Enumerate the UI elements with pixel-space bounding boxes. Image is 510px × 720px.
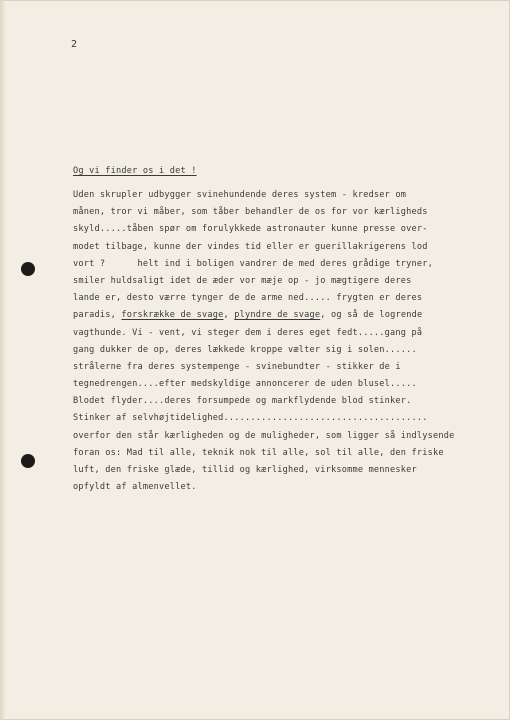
text-span: Blodet flyder....deres forsumpede og markflydende blod stinker. bbox=[73, 396, 412, 407]
text-line bbox=[73, 479, 505, 496]
text-span: vagthunde. Vi - vent, vi steger dem i deres eget fedt.....gang på bbox=[73, 327, 423, 338]
text-line bbox=[73, 342, 505, 359]
text-line bbox=[73, 221, 505, 238]
text-line bbox=[73, 204, 505, 221]
text-span: vort ? helt ind i boligen vandrer de med deres grådige tryner, bbox=[73, 258, 434, 269]
text-span: skyld.....tåben spør om forulykkede astronauter kunne presse over- bbox=[73, 224, 428, 235]
text-span: luft, den friske glæde, tillid og kærlighed, virksomme mennesker bbox=[73, 465, 417, 475]
punch-hole bbox=[21, 454, 35, 468]
text-line bbox=[73, 410, 505, 427]
text-span: strålerne fra deres systempenge - svinebundter - stikker de i bbox=[73, 361, 401, 372]
punch-hole bbox=[21, 262, 35, 276]
text-line bbox=[73, 273, 505, 290]
text-line bbox=[73, 307, 505, 324]
text-span: , og så de logrende bbox=[320, 310, 423, 321]
text-span: gang dukker de op, deres lækkede kroppe vælter sig i solen...... bbox=[73, 344, 417, 355]
text-span: tegnedrengen....efter medskyldige annoncerer de uden blusel..... bbox=[73, 379, 417, 390]
underlined-phrase: forskrække de svage bbox=[121, 310, 224, 321]
text-span: opfyldt af almenvellet. bbox=[73, 482, 197, 493]
text-line bbox=[73, 462, 505, 479]
page-number: 2 bbox=[71, 39, 78, 50]
underlined-phrase: plyndre de svage bbox=[234, 310, 321, 321]
paper-edge-shadow bbox=[0, 0, 6, 720]
text-span: lande er, desto værre tynger de de arme ned..... frygten er deres bbox=[73, 293, 423, 304]
text-span: Uden skrupler udbygger svinehundende deres system - kredser om bbox=[73, 190, 407, 200]
text-line bbox=[73, 359, 505, 376]
text-span: månen, tror vi måber, som tåber behandler de os for vor kærligheds bbox=[73, 207, 428, 218]
text-line bbox=[73, 445, 505, 462]
text-span: overfor den står kærligheden og de muligheder, som ligger så indlysende bbox=[73, 430, 455, 441]
section-heading: Og vi finder os i det ! bbox=[73, 166, 197, 176]
text-span: paradis, bbox=[73, 310, 122, 321]
text-line bbox=[73, 239, 505, 256]
text-line bbox=[73, 428, 505, 445]
text-line bbox=[73, 376, 505, 393]
text-span: , bbox=[223, 310, 235, 321]
text-line bbox=[73, 325, 505, 342]
text-span: foran os: Mad til alle, teknik nok til alle, sol til alle, den friske bbox=[73, 447, 444, 458]
text-line bbox=[73, 393, 505, 410]
text-line bbox=[73, 187, 505, 204]
body-text bbox=[73, 187, 505, 496]
text-line bbox=[73, 256, 505, 273]
text-line bbox=[73, 290, 505, 307]
text-span: modet tilbage, kunne der vindes tid eller er guerillakrigerens lod bbox=[73, 241, 428, 252]
text-span: smiler huldsaligt idet de æder vor mæje op - jo mægtigere deres bbox=[73, 275, 412, 286]
text-span: Stinker af selvhøjtidelighed...................................... bbox=[73, 413, 428, 424]
